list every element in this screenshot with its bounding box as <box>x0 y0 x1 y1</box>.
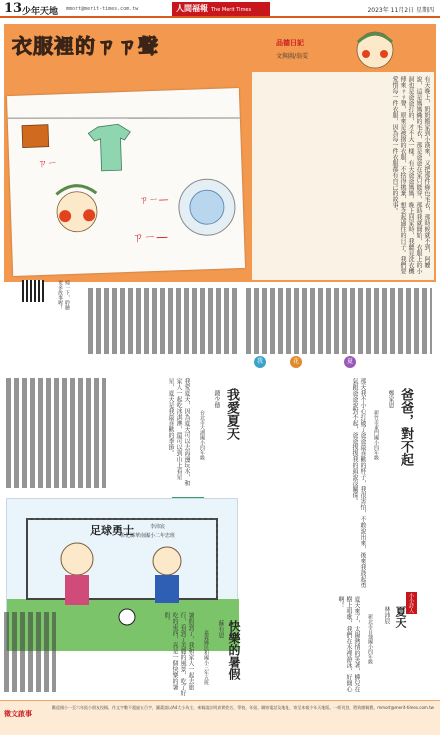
shorts-drawing <box>22 125 49 148</box>
svg-text:ㄗㄧ—: ㄗㄧ— <box>131 229 169 245</box>
drawing-title: 足球勇士 <box>90 524 134 537</box>
column-tag: 品德日記 <box>276 39 304 47</box>
poem-school: 新北市自強國小四年級 <box>367 614 373 664</box>
poem-body: 夏天來了，太陽熱情的笑著，蟬兒在樹上唱歌，我們在水裡游泳，好開心啊！ <box>337 596 360 692</box>
article-title-dad: 爸爸，對不起 <box>398 388 413 466</box>
submission-tag: 徵文啟事 <box>4 710 32 718</box>
svg-text:ㄗㄧ: ㄗㄧ <box>37 158 58 171</box>
drawing-school: 彰化縣華南國小二年忠班 <box>120 533 176 539</box>
section-url[interactable]: mmort@merit-times.com.tw <box>66 6 139 12</box>
story-continued-text <box>88 288 238 354</box>
qr-caption: 掃一下，聆聽更多故事喔！ <box>57 280 70 310</box>
svg-text:ㄗㄧ—: ㄗㄧ— <box>138 194 169 207</box>
article-author-summer: 錢少德 <box>213 390 220 408</box>
badge-3: 夏 <box>344 356 356 368</box>
article-text-left <box>6 378 106 488</box>
logo-en: The Merit Times <box>211 7 252 13</box>
submission-text: 歡迎國小一至六年級小朋友投稿，作文字數不超過五百字，圖畫請以A4大小為主，來稿請註明真實姓名、學校、年級、聯絡電話及地址，寄至本報少年天地版。一經刊登，將致贈稿費。mmort@merit-times.com.tw <box>52 705 434 710</box>
feature-illustration <box>7 88 245 276</box>
feature-continued-text <box>246 288 432 354</box>
article-school-vacation: 嘉義縣民和國小三年五班 <box>203 630 209 685</box>
article-author-dad: 鄭家恩 <box>387 390 394 408</box>
article-body-summer: 我愛夏天，因為夏天可以去海邊玩水，和家人一起吃冰淇淋，還可以到山上看星星，夏天是我最喜歡的季節。 <box>167 378 190 486</box>
article-body-vacation: 暑假到了，我和家人一起去旅行，看到了美麗的風景，吃了好吃的東西，真是一個快樂的暑假。 <box>163 612 194 696</box>
poem-author: 林沛辰 <box>383 606 390 624</box>
feature-text-columns <box>252 72 434 280</box>
page-header <box>0 0 440 18</box>
author-portrait-drawing <box>350 26 400 72</box>
article-school-summer: 台北市大湖國小四年級 <box>199 410 205 460</box>
article-school-dad: 新竹市東門國小四年級 <box>373 410 379 460</box>
feature-body: 有天晚上，奶奶搬家到小漢來，又把那件綠色毛衣，那時候就不到，阿嬤說，這是媽媽織的毛衣，那是爸爸在家只能穿，那時我就開始，衣服上的小洞也是爸爸打的，才不大一樣。有天爸爸媽媽，晚上回家時，我聽見洗衣機傳來ㄗㄗ聲，原來是被摺的衣服，不捨得拋棄，想念起過往的日子。我們要愛惜每一件衣服，因為每一件衣服都有自己的故事。 <box>391 76 430 274</box>
badge-1: 我 <box>254 356 266 368</box>
page-number: 13 <box>4 1 23 16</box>
sweater-drawing <box>88 124 132 171</box>
article-author-vacation: 蘇有恩 <box>217 620 224 638</box>
poem-title: 夏天 <box>394 606 407 628</box>
newspaper-logo <box>172 2 270 16</box>
submission-notice <box>0 700 440 735</box>
feature-byline: 文與圖/翁雯 <box>276 53 309 60</box>
vacation-text-left <box>4 612 56 692</box>
logo-cn: 人間福報 <box>176 4 208 13</box>
feature-story <box>4 24 436 282</box>
badge-2: 花 <box>290 356 302 368</box>
drawing-author: 李沛宸 <box>150 524 166 530</box>
article-title-vacation: 快樂的暑假 <box>227 620 241 680</box>
feature-title: 衣服裡的ㄗㄗ聲 <box>12 34 159 58</box>
article-title-summer: 我愛夏天 <box>224 388 239 440</box>
poem-tag: 小小詩人 <box>406 592 417 614</box>
section-name: 少年天地 <box>22 7 59 17</box>
article-body-dad: 那天我不小心打破了爸爸最喜歡的杯子，我很害怕，不敢說出來，後來我鼓起勇氣跟爸爸說對不起，爸爸摸摸我的頭說沒關係。 <box>351 378 366 588</box>
issue-date: 2023年 11月2日 星期四 <box>367 7 434 14</box>
laundry-drawing <box>7 88 245 276</box>
qr-code[interactable] <box>22 280 44 302</box>
